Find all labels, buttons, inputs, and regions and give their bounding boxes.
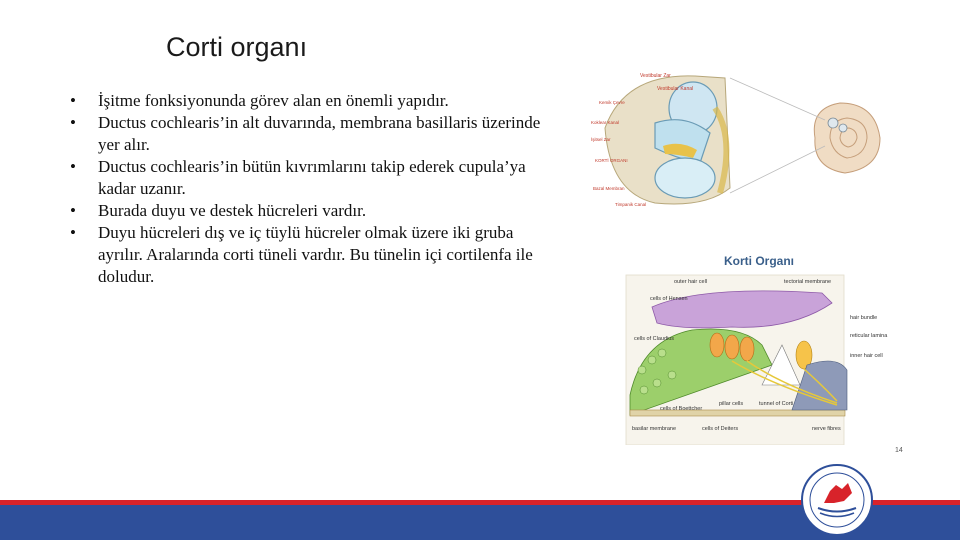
organ-of-corti-figure <box>622 245 907 445</box>
label-basilar-membrane: basilar membrane <box>632 426 677 432</box>
university-seal-logo <box>800 463 874 537</box>
label-cells-of-deiters: cells of Deiters <box>702 426 739 432</box>
label-kemik-cevre: Kemik Çevre <box>599 100 625 105</box>
slide-title: Corti organı <box>166 32 308 62</box>
label-cells-of-claudius: cells of Claudius <box>634 336 675 342</box>
label-inner-hair-cell: inner hair cell <box>850 353 883 359</box>
figure-title: Korti Organı <box>724 254 795 268</box>
label-koklear-kanal: Koklear Kanal <box>591 120 620 125</box>
label-nerve-fibres: nerve fibres <box>812 426 841 432</box>
label-vestibular-zar: Vestibular Zar <box>640 73 671 79</box>
label-hair-bundle: hair bundle <box>850 315 878 321</box>
label-tectorial-membrane: tectorial membrane <box>784 279 832 285</box>
label-cells-of-boettcher: cells of Boettcher <box>660 406 703 412</box>
cochlea-cross-section-figure <box>585 68 905 213</box>
bullet-list <box>70 90 550 288</box>
bullet-item: • Ductus cochlearis’in bütün kıvrımlarını takip ederek cupula’ya kadar uzanır. <box>70 156 550 200</box>
label-reticular-lamina: reticular lamina <box>850 333 888 339</box>
label-korti-organi: KORTİ ORGANI <box>595 158 628 163</box>
slide-number: 14 <box>895 447 903 454</box>
bullet-item: • İşitme fonksiyonunda görev alan en önemli yapıdır. <box>70 90 550 112</box>
label-cells-of-hensen: cells of Hensen <box>650 296 688 302</box>
label-tunnel-of-corti: tunnel of Corti <box>759 401 794 407</box>
label-isitsel-zar: İşitsel Zar <box>591 137 611 142</box>
label-bazal-membran: Bazal Membran <box>593 186 625 191</box>
bullet-item: • Burada duyu ve destek hücreleri vardır. <box>70 200 550 222</box>
label-vestibular-kanal: Vestibular Kanal <box>657 86 694 92</box>
label-pillar-cells: pillar cells <box>719 401 744 407</box>
label-timpanik-canal: Timpanik Canal <box>615 202 647 207</box>
bullet-item: • Duyu hücreleri dış ve iç tüylü hücreler olmak üzere iki gruba ayrılır. Aralarında corti tüneli vardır. Bu tünelin içi cortilenfa ile doludur. <box>70 222 550 288</box>
label-outer-hair-cell: outer hair cell <box>674 279 708 285</box>
bullet-item: • Ductus cochlearis’in alt duvarında, membrana basillaris üzerinde yer alır. <box>70 112 550 156</box>
